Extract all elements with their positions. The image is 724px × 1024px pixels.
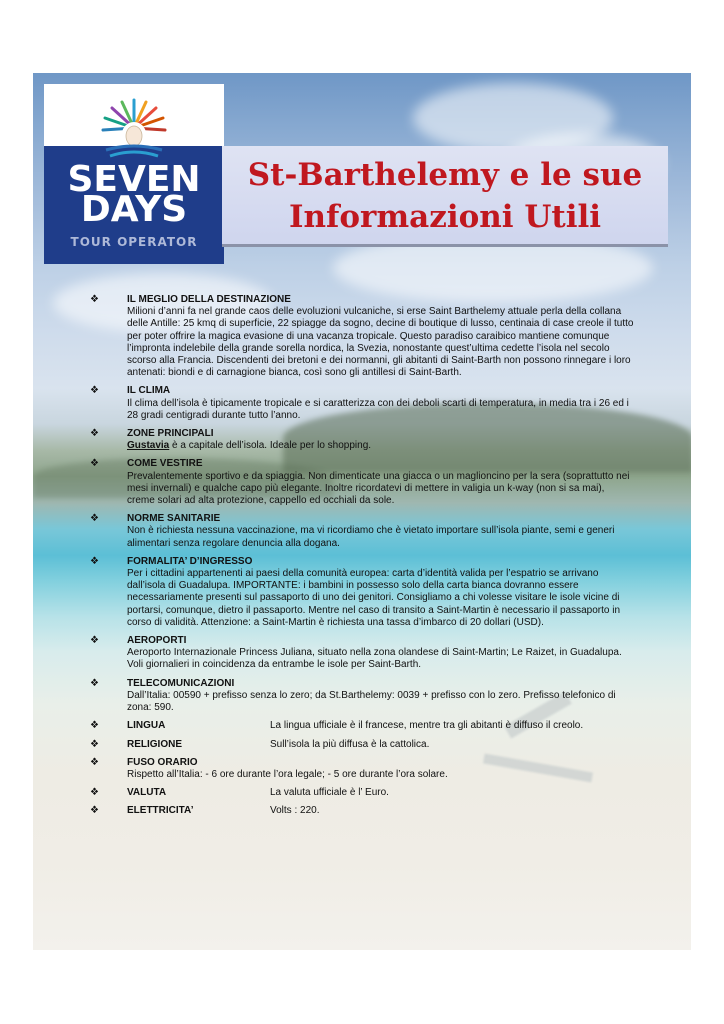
city-name-gustavia: Gustavia: [127, 440, 170, 452]
list-item: [90, 513, 635, 550]
section-heading: ELETTRICITA’: [127, 805, 194, 817]
section-heading: FORMALITA’ D’INGRESSO: [127, 555, 253, 567]
section-heading: AEROPORTI: [127, 635, 187, 647]
diamond-bullet-icon: ❖: [90, 555, 99, 567]
logo-text-days: DAYS: [80, 189, 188, 230]
section-text: Rispetto all’Italia: - 6 ore durante l’ora legale; - 5 ore durante l’ora solare.: [127, 768, 448, 780]
list-item: [90, 720, 635, 732]
section-text: La valuta ufficiale è l’ Euro.: [270, 787, 389, 799]
page-title-banner: [222, 146, 668, 247]
logo-text-seven: SEVEN: [67, 159, 201, 200]
sun-face-icon: [100, 98, 168, 158]
list-item: [90, 787, 635, 799]
list-item: [90, 428, 635, 452]
section-heading: FUSO ORARIO: [127, 756, 198, 768]
section-heading: LINGUA: [127, 720, 166, 732]
logo-text-tour-operator: TOUR OPERATOR: [70, 235, 198, 249]
section-heading: ZONE PRINCIPALI: [127, 428, 214, 440]
info-list: [90, 294, 635, 824]
diamond-bullet-icon: ❖: [90, 458, 99, 470]
section-text: Gustavia è a capitale dell’isola. Ideale per lo shopping.: [127, 440, 372, 452]
page-title-line-2: Informazioni Utili: [288, 199, 602, 235]
section-heading: IL MEGLIO DELLA DESTINAZIONE: [127, 294, 291, 305]
list-item: [90, 635, 635, 672]
diamond-bullet-icon: ❖: [90, 677, 99, 689]
diamond-bullet-icon: ❖: [90, 756, 99, 768]
diamond-bullet-icon: ❖: [90, 635, 99, 647]
section-heading: RELIGIONE: [127, 738, 183, 750]
list-item: [90, 385, 635, 422]
section-text: Il clima dell’isola è tipicamente tropicale e si caratterizza con dei deboli scarti di temperatura, in media tra i 26 ed i 28 gradi centigradi durante tutto l’anno.: [127, 397, 629, 421]
seven-days-logo: [44, 84, 224, 264]
section-text: La lingua ufficiale è il francese, mentre tra gli abitanti è diffuso il creolo.: [270, 720, 584, 732]
page-title-line-1: St-Barthelemy e le sue: [247, 157, 643, 193]
section-heading: NORME SANITARIE: [127, 513, 221, 525]
section-text: Aeroporto Internazionale Princess Juliana, situato nella zona olandese di Saint-Martin; Le Raizet, in Guadalupa. Voli giornalieri in coincidenza da entrambe le isole per Saint-Barth.: [127, 647, 622, 671]
diamond-bullet-icon: ❖: [90, 513, 99, 525]
section-text: Milioni d’anni fa nel grande caos delle evoluzioni vulcaniche, si erse Saint Barthelemy attuale perla della collana delle Antille: 25 kmq di superficie, 22 spiagge da sogno, decine di boutique di lusso, centinaia di case creole il tutto per poter offrire la magica evasione di una vacanza tropicale. Questo paradiso caraibico mantiene comunque l’impronta indelebile della grande sorella nordica, la Svezia, nonostante quest’ultima cedette l’isola nel secolo scorso alla Francia. Discendenti dei bretoni e dei normanni, gli abitanti di Saint-Barth non possono rinnegare i loro antenati: biondi e di carnagione bianca, così sono gli antillesi di Saint-Barth.: [127, 306, 634, 379]
list-item: [90, 678, 635, 715]
list-item: [90, 739, 635, 751]
diamond-bullet-icon: ❖: [90, 738, 99, 750]
diamond-bullet-icon: ❖: [90, 805, 99, 817]
section-text: Sull’isola la più diffusa è la cattolica.: [270, 738, 430, 750]
list-item: [90, 757, 635, 781]
section-text: Non è richiesta nessuna vaccinazione, ma vi ricordiamo che è vietato importare sull’isola piante, semi e generi alimentari senza regolare denuncia alla dogana.: [127, 525, 615, 549]
list-item: [90, 805, 635, 817]
section-heading: TELECOMUNICAZIONI: [127, 677, 235, 689]
diamond-bullet-icon: ❖: [90, 787, 99, 799]
section-text: Volts : 220.: [270, 805, 320, 817]
section-text: Per i cittadini appartenenti ai paesi della comunità europea: carta d’identità valida per l’espatrio se arrivano dall’isola di Guadalupa. IMPORTANTE: i bambini in possesso solo della carta bianca dovranno essere necessariamente presenti sul passaporto di uno dei genitori. Consigliamo a chi volesse visitare le isole vicine di portarsi, comunque, dietro il passaporto. Mentre nel caso di transito a Saint-Martin è necessario il passaporto in corso di validità. Attenzione: a Saint-Martin è richiesta una tassa d’imbarco di 20 dollari (USD).: [127, 568, 621, 628]
section-heading: VALUTA: [127, 787, 167, 799]
list-item: [90, 294, 635, 379]
list-item: [90, 556, 635, 629]
section-heading: IL CLIMA: [127, 385, 171, 397]
section-text: Dall’Italia: 00590 + prefisso senza lo zero; da St.Barthelemy: 0039 + prefisso con lo zero. Prefisso telefonico di zona: 590.: [127, 689, 616, 714]
diamond-bullet-icon: ❖: [90, 385, 99, 397]
list-item: [90, 458, 635, 507]
section-heading: COME VESTIRE: [127, 458, 203, 470]
diamond-bullet-icon: ❖: [90, 294, 99, 305]
diamond-bullet-icon: ❖: [90, 720, 99, 732]
section-text: Prevalentemente sportivo e da spiaggia. Non dimenticate una giacca o un maglioncino per la sera (soprattutto nei mesi invernali) e qualche capo più elegante. Inoltre ricordatevi di mettere in valigia un k-way (non si sa mai), creme solari ad alta protezione, cappello ed occhiali da sole.: [127, 470, 630, 507]
diamond-bullet-icon: ❖: [90, 428, 99, 440]
